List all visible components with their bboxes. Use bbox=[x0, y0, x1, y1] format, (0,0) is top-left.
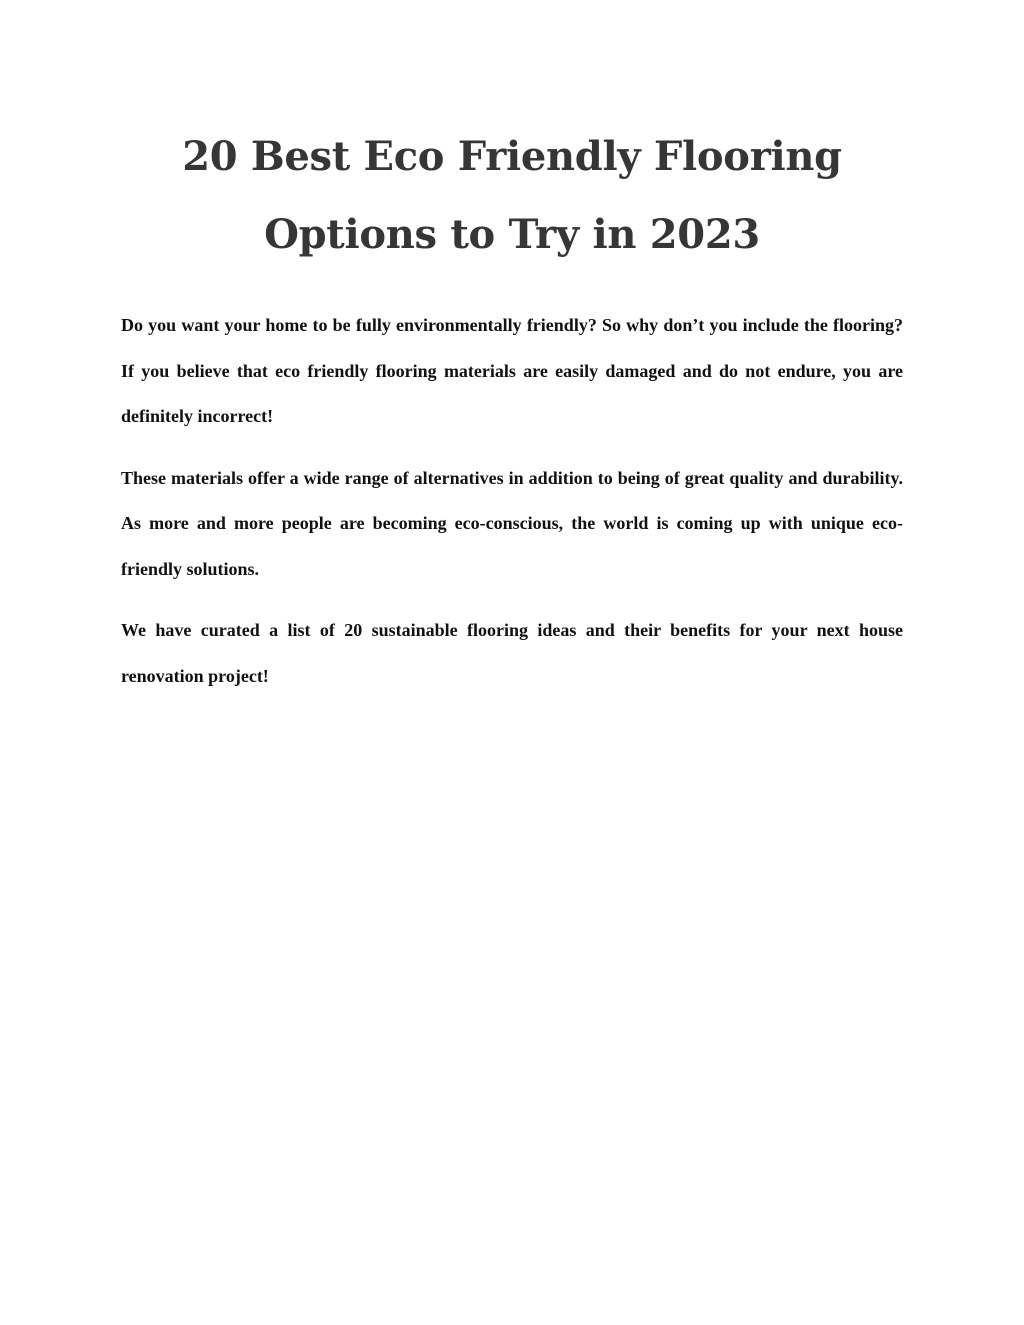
paragraph-materials: These materials offer a wide range of alternatives in addition to being of great quality and durability. As more and more people are becoming eco-conscious, the world is coming up with unique eco-friendly solutions. bbox=[121, 467, 903, 579]
page-title: 20 Best Eco Friendly Flooring Options to Try in 2023 bbox=[182, 133, 842, 258]
paragraph-intro: Do you want your home to be fully environmentally friendly? So why don’t you include the flooring? If you believe that eco friendly flooring materials are easily damaged and do not endure, you are definitely incorrect! bbox=[121, 315, 903, 426]
article-body bbox=[121, 303, 903, 715]
paragraph-curated-list: We have curated a list of 20 sustainable flooring ideas and their benefits for your next house renovation project! bbox=[121, 620, 903, 686]
